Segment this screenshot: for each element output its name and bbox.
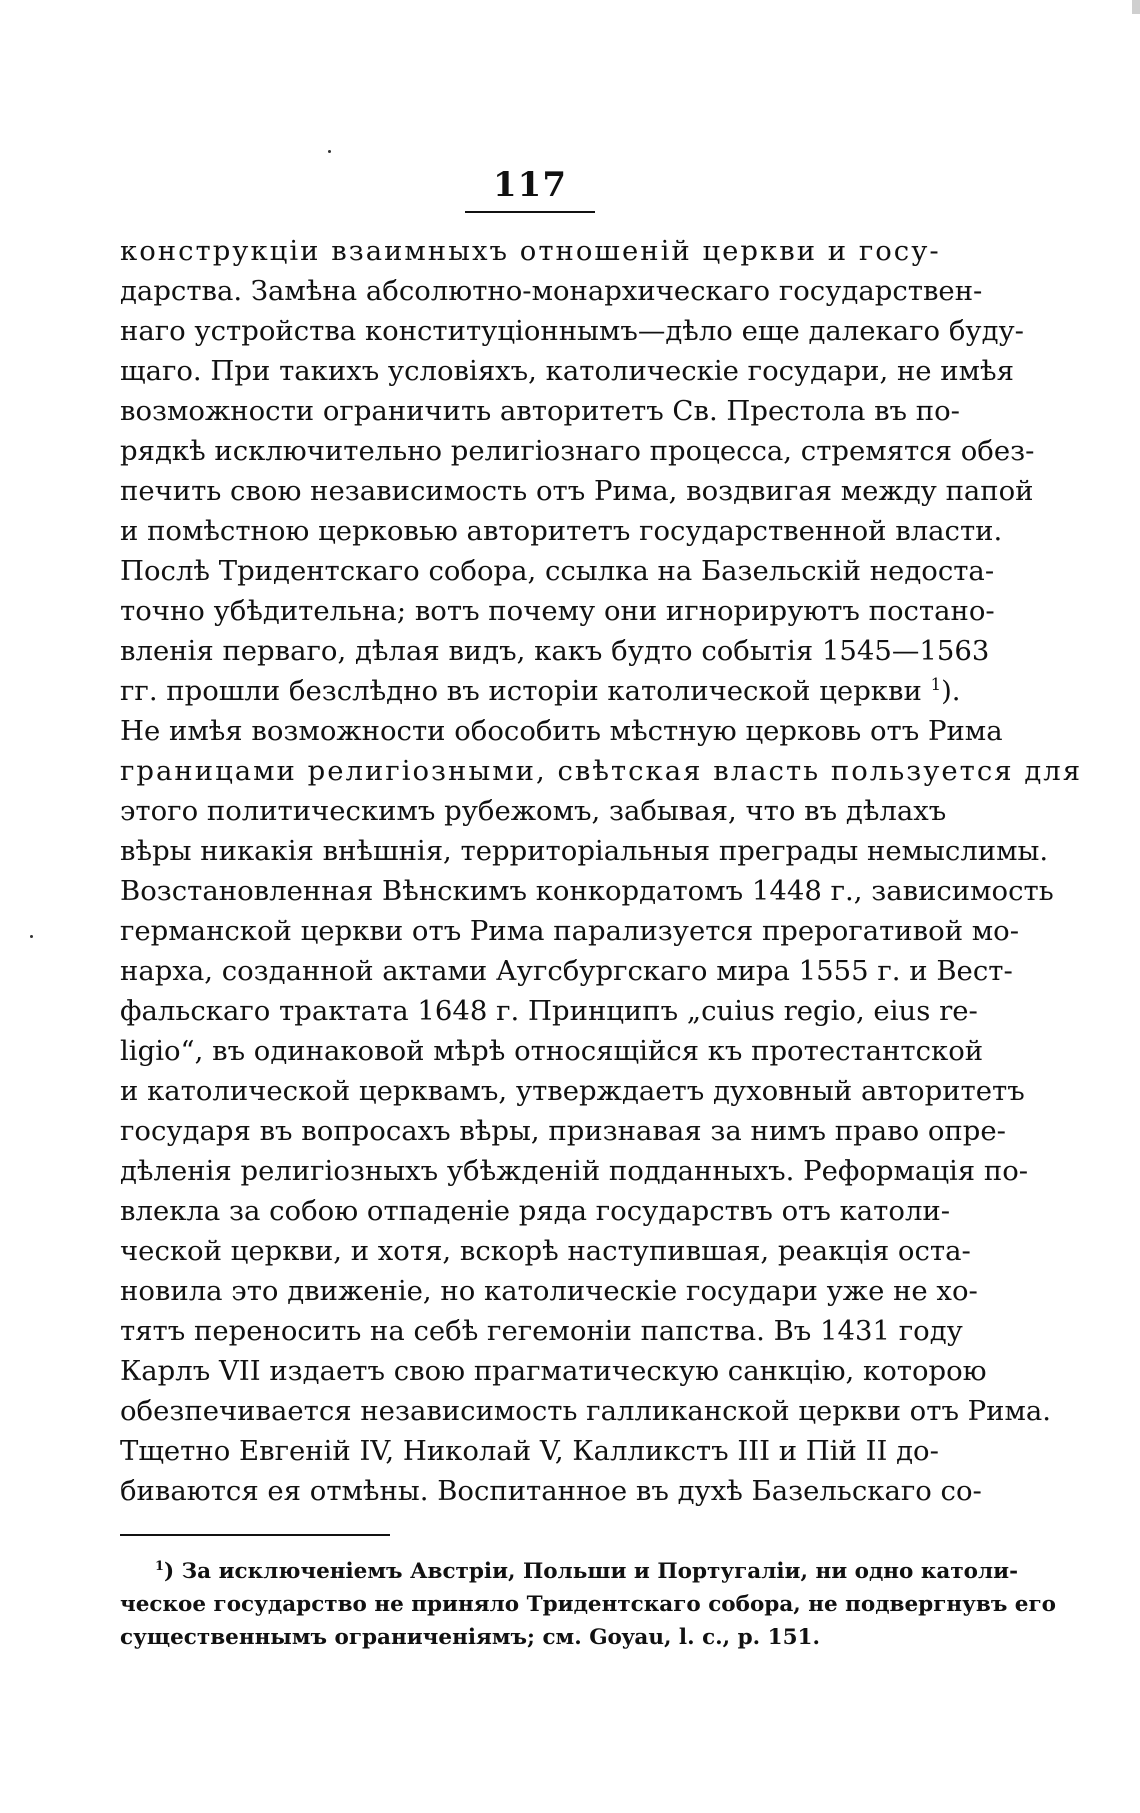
- text-line-16: вѣры никакія внѣшнія, территоріальныя преграды немыслимы.: [120, 835, 1049, 867]
- footnote-rule: [120, 1534, 390, 1536]
- footnote-ref-marker: 1: [930, 674, 942, 694]
- text-line-2: дарства. Замѣна абсолютно-монархическаго государствен-: [120, 275, 983, 307]
- text-line-5: возможности ограничить авторитетъ Св. Престола въ по-: [120, 395, 960, 427]
- text-line-12-body: гг. прошли безслѣдно въ исторіи католической церкви: [120, 675, 931, 707]
- footnote-marker: 1: [155, 1558, 164, 1574]
- text-line-4: щаго. При такихъ условіяхъ, католическіе государи, не имѣя: [120, 355, 1014, 387]
- text-line-8: и помѣстною церковью авторитетъ государственной власти.: [120, 515, 1003, 547]
- footnote-line-2: ческое государство не приняло Тридентскаго собора, не подвергнувъ его: [120, 1592, 1056, 1617]
- text-line-29: Карлъ VII издаетъ свою прагматическую санкцію, которою: [120, 1355, 987, 1387]
- text-line-15: этого политическимъ рубежомъ, забывая, что въ дѣлахъ: [120, 795, 947, 827]
- scan-edge-mark: [1132, 0, 1140, 14]
- text-line-10: точно убѣдительна; вотъ почему они игнорируютъ постано-: [120, 595, 995, 627]
- text-line-18: германской церкви отъ Рима парализуется прерогативой мо-: [120, 915, 1020, 947]
- footnote-line-3: существеннымъ ограниченіямъ; см. Goyau, l. c., p. 151.: [120, 1625, 820, 1650]
- text-line-20: фальскаго трактата 1648 г. Принципъ „cuius regio, eius re-: [120, 995, 978, 1027]
- text-line-32: биваются ея отмѣны. Воспитанное въ духѣ Базельскаго со-: [120, 1475, 982, 1507]
- text-line-7: печить свою независимость отъ Рима, воздвигая между папой: [120, 475, 1034, 507]
- footnote-ref-close: ).: [941, 675, 961, 707]
- text-line-14: границами религіозными, свѣтская власть пользуется для: [120, 755, 1083, 787]
- text-line-28: тятъ переносить на себѣ гегемоніи папства. Въ 1431 году: [120, 1315, 963, 1347]
- text-line-1: конструкціи взаимныхъ отношеній церкви и госу-: [120, 235, 941, 267]
- text-line-19: нарха, созданной актами Аугсбургскаго мира 1555 г. и Вест-: [120, 955, 1013, 987]
- text-line-23: государя въ вопросахъ вѣры, признавая за нимъ право опре-: [120, 1115, 1006, 1147]
- text-line-9: Послѣ Тридентскаго собора, ссылка на Базельскій недоста-: [120, 555, 995, 587]
- text-line-26: ческой церкви, и хотя, вскорѣ наступившая, реакція оста-: [120, 1235, 971, 1267]
- text-line-11: вленія перваго, дѣлая видъ, какъ будто событія 1545—1563: [120, 635, 990, 667]
- scan-speck: [30, 935, 33, 938]
- text-line-22: и католической церквамъ, утверждаетъ духовный авторитетъ: [120, 1075, 1025, 1107]
- text-line-27: новила это движеніе, но католическіе государи уже не хо-: [120, 1275, 978, 1307]
- footnote-line-1-text: За исключеніемъ Австріи, Польши и Португаліи, ни одно католи-: [181, 1559, 1019, 1584]
- page-number: 117: [493, 165, 567, 205]
- text-line-6: рядкѣ исключительно религіознаго процесса, стремятся обез-: [120, 435, 1035, 467]
- text-line-30: обезпечивается независимость галликанской церкви отъ Рима.: [120, 1395, 1052, 1427]
- scan-speck: [328, 150, 331, 153]
- text-line-31: Тщетно Евгеній IV, Николай V, Калликстъ III и Пій II до-: [120, 1435, 939, 1467]
- footnote-marker-close: ): [163, 1559, 175, 1584]
- text-line-24: дѣленія религіозныхъ убѣжденій подданныхъ. Реформація по-: [120, 1155, 1029, 1187]
- text-line-13: Не имѣя возможности обособить мѣстную церковь отъ Рима: [120, 715, 1003, 747]
- text-line-12: [120, 671, 961, 711]
- text-line-25: влекла за собою отпаденіе ряда государствъ отъ католи-: [120, 1195, 951, 1227]
- footnote-line-1: [155, 1555, 1019, 1588]
- page-number-rule: [465, 211, 595, 213]
- text-line-21: ligio“, въ одинаковой мѣрѣ относящійся къ протестантской: [120, 1035, 984, 1067]
- text-line-3: наго устройства конституціоннымъ—дѣло еще далекаго буду-: [120, 315, 1024, 347]
- text-line-17: Возстановленная Вѣнскимъ конкордатомъ 1448 г., зависимость: [120, 875, 1054, 907]
